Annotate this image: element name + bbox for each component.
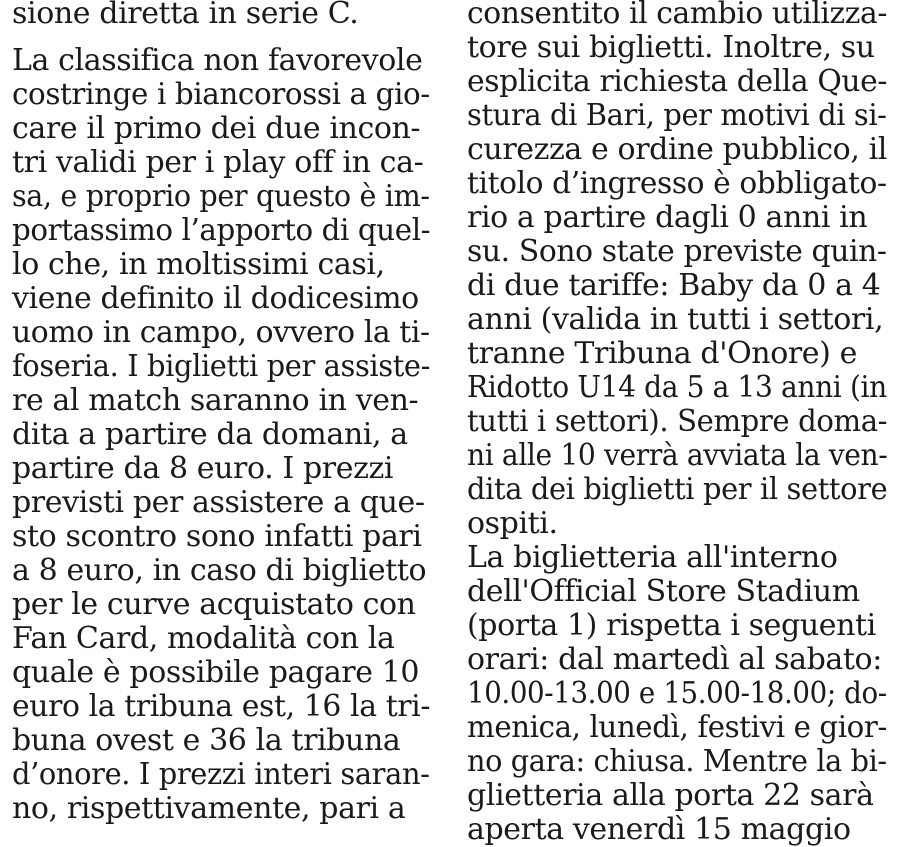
text-line: curezza e ordine pubblico, il [467, 132, 888, 167]
text-line: anni (valida in tutti i settori, [467, 302, 884, 337]
text-line: ni alle 10 verrà avviata la ven- [467, 438, 888, 473]
text-line: no, rispettivamente, pari a [12, 791, 406, 826]
text-line: foseria. I biglietti per assiste- [12, 349, 431, 384]
text-line: 10.00-13.00 e 15.00-18.00; do- [467, 676, 887, 711]
text-line: tri validi per i play off in ca- [12, 145, 424, 180]
text-line: La biglietteria all'interno [467, 540, 838, 575]
text-line: re al match saranno in ven- [12, 383, 419, 418]
text-line: uomo in campo, ovvero la ti- [12, 315, 430, 350]
text-line: per le curve acquistato con [12, 587, 416, 622]
text-line: tore sui biglietti. Inoltre, su [467, 30, 875, 65]
text-line: orari: dal martedì al sabato: [467, 642, 882, 677]
text-line: buna ovest e 36 la tribuna [12, 723, 401, 758]
text-line: portassimo l’apporto di quel- [12, 213, 431, 248]
text-line: care il primo dei due incon- [12, 111, 421, 146]
text-line: di due tariffe: Baby da 0 a 4 [467, 268, 881, 303]
text-line: Ridotto U14 da 5 a 13 anni (in [467, 370, 887, 405]
text-line: su. Sono state previste quin- [467, 234, 887, 269]
text-line: ospiti. [467, 506, 558, 541]
text-line: consentito il cambio utilizza- [467, 0, 888, 31]
text-line: previsti per assistere a que- [12, 485, 425, 520]
text-line: esplicita richiesta della Que- [467, 64, 888, 99]
text-line: costringe i biancorossi a gio- [12, 77, 430, 112]
text-line: partire da 8 euro. I prezzi [12, 451, 394, 486]
text-line: glietteria alla porta 22 sarà [467, 778, 874, 813]
text-line: La classifica non favorevole [12, 43, 423, 78]
text-line: dita dei biglietti per il settore [467, 472, 888, 507]
text-line: d’onore. I prezzi interi saran- [12, 757, 430, 792]
text-line: lo che, in moltissimi casi, [12, 247, 385, 282]
text-line: a 8 euro, in caso di biglietto [12, 553, 427, 588]
text-line: dita a partire da domani, a [12, 417, 408, 452]
text-line: stura di Bari, per motivi di si- [467, 98, 887, 133]
text-line: (porta 1) rispetta i seguenti [467, 608, 876, 643]
text-line: tranne Tribuna d'Onore) e [467, 336, 857, 371]
text-line: euro la tribuna est, 16 la tri- [12, 689, 431, 724]
text-line: titolo d’ingresso è obbligato- [467, 166, 887, 201]
text-line: sione diretta in serie C. [12, 0, 359, 31]
text-line: sa, e proprio per questo è im- [12, 179, 430, 214]
text-line: sto scontro sono infatti pari [12, 519, 422, 554]
text-line: Fan Card, modalità con la [12, 621, 395, 656]
text-line: no gara: chiusa. Mentre la bi- [467, 744, 887, 779]
text-line: aperta venerdì 15 maggio [467, 812, 851, 847]
text-line: rio a partire dagli 0 anni in [467, 200, 868, 235]
text-line: dell'Official Store Stadium [467, 574, 860, 609]
text-line: menica, lunedì, festivi e gior- [467, 710, 887, 745]
text-line: quale è possibile pagare 10 [12, 655, 420, 690]
text-line: viene definito il dodicesimo [12, 281, 419, 316]
text-line: tutti i settori). Sempre doma- [467, 404, 888, 439]
